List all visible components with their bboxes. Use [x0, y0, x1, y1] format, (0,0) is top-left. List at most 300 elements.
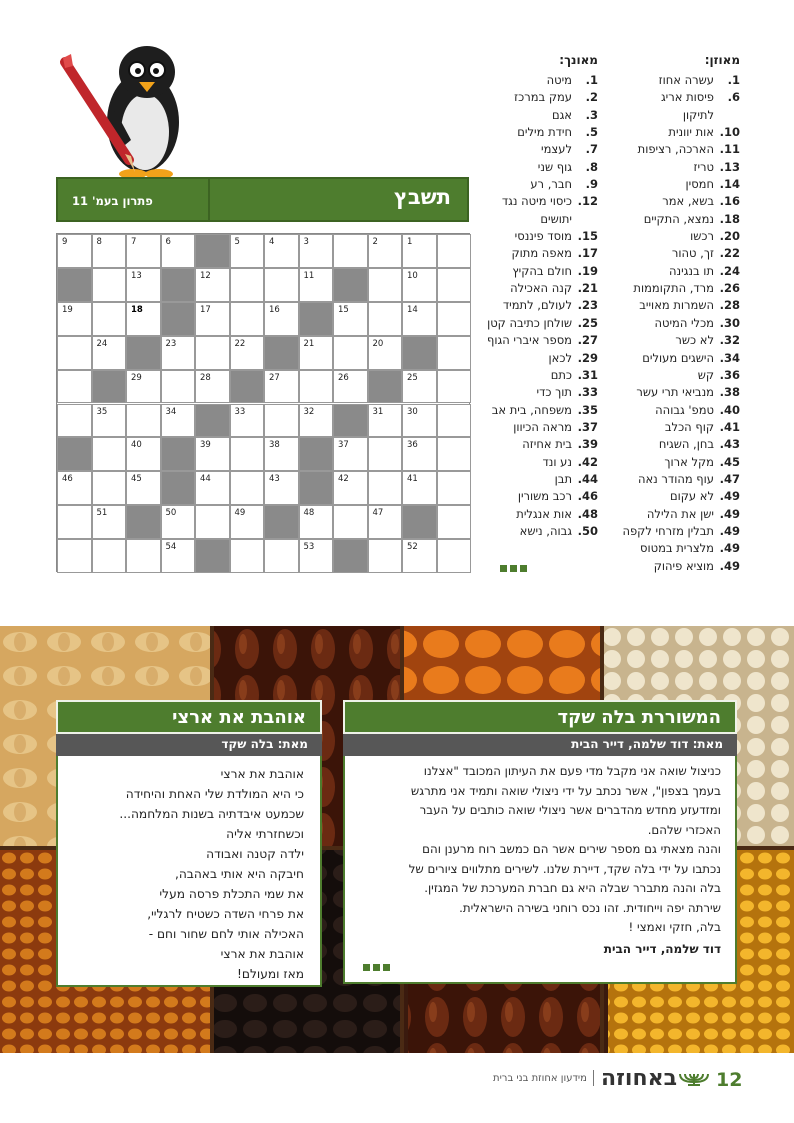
grid-cell[interactable]: [368, 336, 403, 370]
clue-text: השמרות מאוייב: [639, 298, 714, 313]
grid-cell[interactable]: [368, 268, 403, 302]
clue-number: 16.: [719, 194, 740, 209]
clue-text: תו בנגינה: [668, 263, 714, 278]
grid-cell[interactable]: [299, 539, 334, 573]
grid-cell[interactable]: [333, 437, 368, 471]
cell-number: 4: [269, 237, 275, 247]
clue-text: לא כשר: [675, 333, 714, 348]
clue-text: אגם: [551, 107, 572, 122]
across-clue: [600, 72, 740, 89]
grid-cell[interactable]: [402, 471, 437, 505]
grid-cell[interactable]: [126, 539, 161, 573]
clue-text: מראה הכיוון: [513, 419, 572, 434]
article-line: בלה והנה מתברר שבלה היא גם חברת המערכת של המגזין.: [424, 881, 721, 895]
grid-cell-black: [264, 505, 299, 539]
across-clue: [600, 280, 740, 297]
across-clue: [600, 107, 740, 124]
cell-number: 29: [131, 372, 142, 383]
grid-cell[interactable]: [437, 302, 472, 336]
grid-cell-black: [368, 370, 403, 404]
grid-cell[interactable]: [368, 302, 403, 336]
across-clue: [600, 488, 740, 505]
grid-cell[interactable]: [230, 302, 265, 336]
clue-number: 42.: [577, 454, 598, 469]
article-box: [343, 700, 737, 984]
grid-cell[interactable]: [195, 336, 230, 370]
grid-cell-black: [195, 539, 230, 573]
clue-text: טריז: [693, 159, 714, 174]
cell-number: 40: [131, 440, 142, 451]
grid-cell[interactable]: [57, 505, 92, 539]
grid-cell[interactable]: [264, 437, 299, 471]
grid-cell-black: [299, 437, 334, 471]
cell-number: 38: [269, 440, 280, 451]
clue-number: 39.: [577, 437, 598, 452]
down-clue: [474, 263, 598, 280]
grid-cell[interactable]: [333, 471, 368, 505]
cell-number: 53: [303, 542, 315, 553]
clue-number: 30.: [719, 315, 740, 330]
cell-number: 36: [407, 440, 418, 451]
grid-cell[interactable]: [368, 404, 403, 438]
across-clue: [600, 367, 740, 384]
cell-number: 9: [62, 237, 68, 247]
clue-number: 6.: [727, 90, 740, 105]
grid-cell-black: [195, 234, 230, 268]
cell-number: 18: [131, 304, 143, 315]
clue-number: 45.: [719, 454, 740, 469]
grid-cell[interactable]: [92, 336, 127, 370]
cell-number: 20: [372, 338, 384, 349]
grid-cell-black: [57, 437, 92, 471]
grid-cell[interactable]: [437, 336, 472, 370]
grid-cell[interactable]: [368, 437, 403, 471]
down-clue: [474, 107, 598, 124]
clue-text: רכשו: [690, 229, 714, 244]
cell-number: 42: [338, 474, 349, 485]
cell-number: 54: [165, 542, 177, 553]
cell-number: 26: [338, 372, 349, 383]
grid-cell[interactable]: [299, 370, 334, 404]
grid-cell[interactable]: [126, 234, 161, 268]
down-clue: [474, 280, 598, 297]
clue-text: קש: [697, 367, 714, 382]
solution-note: פתרון בעמ' 11: [72, 194, 153, 208]
clue-text: בשא, אמר: [662, 194, 714, 209]
cell-number: 22: [234, 338, 246, 349]
grid-cell[interactable]: [437, 370, 472, 404]
grid-cell[interactable]: [437, 268, 472, 302]
grid-cell[interactable]: [230, 437, 265, 471]
across-clue: [600, 228, 740, 245]
grid-cell[interactable]: [126, 404, 161, 438]
poem-title-bar: [56, 700, 322, 734]
clue-number: 19.: [577, 263, 598, 278]
across-clue: [600, 297, 740, 314]
across-clue: [600, 471, 740, 488]
grid-cell[interactable]: [126, 471, 161, 505]
clue-text: אות אנגלית: [516, 506, 572, 521]
clue-text: בחן, השגיח: [658, 437, 714, 452]
grid-cell[interactable]: [299, 404, 334, 438]
grid-cell[interactable]: [333, 505, 368, 539]
grid-cell[interactable]: [437, 505, 472, 539]
clue-text: פיסות אריג: [660, 90, 714, 105]
grid-cell[interactable]: [402, 437, 437, 471]
grid-cell[interactable]: [92, 471, 127, 505]
penguin-illustration: [55, 32, 185, 182]
grid-cell[interactable]: [57, 302, 92, 336]
grid-cell[interactable]: [92, 302, 127, 336]
across-clue: [600, 193, 740, 210]
down-clue: [474, 141, 598, 158]
grid-cell[interactable]: [264, 471, 299, 505]
down-clue: [474, 419, 598, 436]
grid-cell[interactable]: [402, 234, 437, 268]
cell-number: 33: [234, 406, 246, 417]
grid-cell[interactable]: [161, 539, 196, 573]
down-heading: מאונך:: [559, 53, 598, 67]
clue-text: זך, טהור: [671, 246, 714, 261]
grid-cell-black: [126, 505, 161, 539]
clue-text: מיטה: [546, 73, 572, 87]
grid-cell-black: [299, 302, 334, 336]
across-clue-list: [600, 72, 740, 575]
grid-cell[interactable]: [57, 370, 92, 404]
grid-cell[interactable]: [92, 234, 127, 268]
down-clue: [474, 384, 598, 401]
grid-cell[interactable]: [195, 437, 230, 471]
across-heading: מאוזן:: [704, 53, 740, 67]
clue-number: 44.: [577, 471, 598, 486]
cell-number: 52: [407, 542, 418, 553]
grid-cell[interactable]: [402, 268, 437, 302]
down-clue: [474, 72, 598, 89]
article-byline: מאת: דוד שלמה, דייר הבית: [571, 737, 723, 751]
poem-body: [56, 756, 322, 987]
clue-number: 43.: [719, 437, 740, 452]
clue-number: 25.: [577, 315, 598, 330]
poem-byline: מאת: בלה שקד: [221, 737, 308, 751]
clue-number: 13.: [719, 159, 740, 174]
clue-number: 12.: [577, 194, 598, 209]
grid-cell[interactable]: [195, 471, 230, 505]
poem-lines: [119, 764, 304, 984]
cell-number: 5: [234, 237, 240, 247]
grid-cell-black: [333, 268, 368, 302]
grid-cell[interactable]: [368, 539, 403, 573]
grid-cell[interactable]: [195, 370, 230, 404]
cell-number: 45: [131, 474, 142, 485]
clue-number: 1.: [727, 73, 740, 87]
grid-cell[interactable]: [92, 505, 127, 539]
grid-cell[interactable]: [92, 437, 127, 471]
grid-cell[interactable]: [333, 234, 368, 268]
grid-cell[interactable]: [264, 404, 299, 438]
down-clue: [474, 89, 598, 106]
grid-cell[interactable]: [299, 268, 334, 302]
clue-number: 26.: [719, 281, 740, 296]
clue-text: גוף שני: [537, 159, 572, 174]
grid-cell[interactable]: [437, 404, 472, 438]
grid-cell[interactable]: [57, 404, 92, 438]
down-clue: [474, 523, 598, 540]
grid-cell[interactable]: [333, 302, 368, 336]
clue-number: 17.: [577, 246, 598, 261]
clue-number: 2.: [585, 90, 598, 105]
grid-cell[interactable]: [437, 234, 472, 268]
grid-cell[interactable]: [264, 539, 299, 573]
grid-cell-black: [264, 336, 299, 370]
clue-text: חבר, רע: [530, 177, 572, 192]
grid-cell[interactable]: [437, 437, 472, 471]
article-signature: דוד שלמה, דייר הבית: [603, 942, 721, 956]
clue-text: משפחה, בית אב: [491, 402, 572, 417]
article-body: [343, 756, 737, 984]
grid-cell[interactable]: [230, 336, 265, 370]
cell-number: 7: [131, 237, 137, 247]
cell-number: 50: [165, 508, 177, 519]
grid-cell[interactable]: [126, 302, 161, 336]
grid-cell[interactable]: [230, 505, 265, 539]
grid-cell-black: [195, 404, 230, 438]
down-clue: [474, 211, 598, 228]
grid-cell[interactable]: [230, 404, 265, 438]
poem-line: שכמעט איבדתיה בשנות המלחמה...: [119, 807, 304, 821]
cell-number: 13: [131, 270, 142, 281]
article-byline-bar: [343, 734, 737, 756]
grid-cell[interactable]: [368, 471, 403, 505]
grid-cell[interactable]: [402, 370, 437, 404]
article-line: ומזדעזע מחדש מהדברים אשר ניצולי שואה כותבים על העבר: [419, 803, 721, 817]
clue-number: 41.: [719, 419, 740, 434]
clue-text: תבלין מזרחי לקפה: [622, 523, 714, 538]
poem-box: [56, 700, 322, 987]
clue-number: 36.: [719, 367, 740, 382]
clue-number: 50.: [577, 523, 598, 538]
cell-number: 25: [407, 372, 418, 383]
article-line: האכזרי שלהם.: [647, 822, 721, 837]
across-clue: [600, 141, 740, 158]
clue-number: 31.: [577, 367, 598, 382]
clue-number: 38.: [719, 385, 740, 400]
cell-number: 39: [200, 440, 211, 451]
grid-cell[interactable]: [299, 505, 334, 539]
grid-cell[interactable]: [264, 370, 299, 404]
grid-cell[interactable]: [161, 234, 196, 268]
grid-cell[interactable]: [333, 370, 368, 404]
clue-number: 47.: [719, 471, 740, 486]
page-number: 12: [716, 1069, 743, 1091]
grid-cell[interactable]: [264, 234, 299, 268]
clue-number: 48.: [577, 506, 598, 521]
across-clue: [600, 124, 740, 141]
grid-cell[interactable]: [264, 268, 299, 302]
grid-cell[interactable]: [161, 404, 196, 438]
cell-number: 3: [303, 237, 309, 247]
clue-text: עמק במרכז: [514, 90, 572, 105]
grid-cell[interactable]: [57, 336, 92, 370]
cell-number: 47: [372, 508, 384, 519]
article-line: נכתבו על ידי בלה שקד, דיירת שלנו. לשירים מתלווים ציורים של: [408, 861, 721, 876]
down-clue: [474, 436, 598, 453]
down-clue: [474, 332, 598, 349]
cell-number: 28: [200, 372, 211, 383]
clue-number: 10.: [719, 125, 740, 140]
cell-number: 19: [62, 304, 73, 315]
article-line: בעמך בצפון", אשר נכתב על ידי ניצולי שואה ותמיד אני מתרגש: [410, 783, 721, 798]
grid-cell[interactable]: [368, 505, 403, 539]
cell-number: 31: [372, 406, 384, 417]
clue-text: קוף הכלב: [664, 419, 714, 434]
grid-cell[interactable]: [92, 268, 127, 302]
cell-number: 10: [407, 270, 418, 281]
clue-number: 49.: [719, 506, 740, 521]
grid-cell[interactable]: [195, 505, 230, 539]
cell-number: 23: [165, 338, 177, 349]
article-line: כניצול שואה אני מקבל מדי פעם את העיתון המכובד "אצלנו: [423, 764, 721, 778]
poem-line: אוהבת את ארצי: [220, 947, 304, 961]
grid-cell[interactable]: [92, 539, 127, 573]
across-clue: [600, 245, 740, 262]
across-clue: [600, 332, 740, 349]
grid-cell[interactable]: [368, 234, 403, 268]
grid-cell[interactable]: [230, 471, 265, 505]
grid-cell[interactable]: [230, 539, 265, 573]
poem-line: וכשחזרתי אליה: [226, 827, 304, 841]
poem-line: את שמי התכלת פרסה מעלי: [159, 887, 304, 901]
clue-number: 49.: [719, 523, 740, 538]
grid-cell[interactable]: [126, 437, 161, 471]
clue-text: שולחן כתיבה קטן: [487, 315, 572, 330]
article-line: שירתה יפה וייחודית. זהו נכס רוחני בשירה הישראלית.: [459, 900, 721, 915]
cell-number: 51: [96, 508, 108, 519]
clue-text: מאפה מתוק: [511, 246, 572, 261]
across-clue: [600, 419, 740, 436]
crossword-header: [56, 177, 469, 222]
clue-text: חולם בהקיץ: [512, 263, 572, 278]
grid-cell[interactable]: [161, 505, 196, 539]
across-clues: [600, 52, 740, 575]
cell-number: 37: [338, 440, 349, 451]
grid-cell[interactable]: [161, 336, 196, 370]
grid-cell[interactable]: [57, 471, 92, 505]
grid-cell-black: [161, 437, 196, 471]
grid-cell[interactable]: [195, 268, 230, 302]
clue-number: 8.: [585, 159, 598, 174]
across-clue: [600, 315, 740, 332]
clue-text: מכלי המיטה: [654, 315, 714, 330]
grid-cell[interactable]: [230, 268, 265, 302]
grid-cell[interactable]: [126, 268, 161, 302]
grid-cell[interactable]: [437, 471, 472, 505]
article-title: המשוררת בלה שקד: [557, 707, 721, 728]
grid-cell[interactable]: [195, 302, 230, 336]
clue-text: לתיקון: [682, 107, 714, 122]
grid-cell[interactable]: [402, 302, 437, 336]
grid-cell[interactable]: [264, 302, 299, 336]
cell-number: 15: [338, 304, 349, 315]
across-clue: [600, 506, 740, 523]
across-clue: [600, 384, 740, 401]
cell-number: 44: [200, 474, 211, 485]
cell-number: 14: [407, 304, 418, 315]
down-clue: [474, 488, 598, 505]
grid-cell[interactable]: [92, 404, 127, 438]
cell-number: 43: [269, 474, 280, 485]
clue-number: 35.: [577, 402, 598, 417]
clue-number: 11.: [719, 142, 740, 157]
grid-cell[interactable]: [333, 336, 368, 370]
footer-tagline: מידעון אחוזת בני ברית: [493, 1073, 587, 1084]
clue-text: לכאן: [548, 350, 572, 365]
footer-separator: [593, 1070, 594, 1086]
poem-line: האכילה אותי לחם שחור וחם -: [148, 927, 304, 941]
grid-cell[interactable]: [299, 336, 334, 370]
cell-number: 27: [269, 372, 280, 383]
across-clue: [600, 176, 740, 193]
poem-title: אוהבת את ארצי: [172, 707, 306, 728]
clue-number: 21.: [577, 281, 598, 296]
clue-number: 5.: [585, 125, 598, 140]
cell-number: 30: [407, 406, 418, 417]
menorah-icon: [678, 1072, 710, 1086]
clue-text: ישן את הלילה: [646, 506, 714, 521]
crossword-grid: [56, 233, 470, 572]
clue-text: כתם: [550, 367, 572, 382]
grid-cell[interactable]: [161, 370, 196, 404]
clue-text: עוף מהודר נאה: [637, 471, 714, 486]
cell-number: 49: [234, 508, 246, 519]
across-clue: [600, 454, 740, 471]
clue-number: 33.: [577, 385, 598, 400]
clue-text: לעצמי: [541, 142, 572, 157]
grid-cell[interactable]: [402, 539, 437, 573]
down-clue-list: [474, 72, 598, 540]
poem-byline-bar: [56, 734, 322, 756]
grid-cell-black: [230, 370, 265, 404]
down-clue: [474, 297, 598, 314]
clue-text: מלצרית במטוס: [640, 541, 714, 556]
down-clues: [474, 52, 598, 540]
clue-number: 23.: [577, 298, 598, 313]
grid-cell[interactable]: [437, 539, 472, 573]
article-title-bar: [343, 700, 737, 734]
cell-number: 24: [96, 338, 108, 349]
clue-number: 7.: [585, 142, 598, 157]
clue-number: 37.: [577, 419, 598, 434]
grid-cell[interactable]: [57, 539, 92, 573]
article-end-marker: [363, 964, 390, 971]
article-line: בלה, חזקי ואמצי !: [628, 920, 721, 934]
grid-cell[interactable]: [402, 404, 437, 438]
grid-cell[interactable]: [126, 370, 161, 404]
down-clue: [474, 228, 598, 245]
poem-line: חיבקה היא אותי באהבה,: [174, 867, 304, 881]
grid-cell[interactable]: [299, 234, 334, 268]
cell-number: 34: [165, 406, 177, 417]
grid-cell-black: [299, 471, 334, 505]
grid-cell[interactable]: [57, 234, 92, 268]
clue-number: 49.: [719, 558, 740, 573]
grid-cell-black: [333, 404, 368, 438]
down-clue: [474, 176, 598, 193]
down-clue: [474, 124, 598, 141]
cell-number: 35: [96, 406, 108, 417]
down-clue: [474, 193, 598, 210]
grid-cell[interactable]: [230, 234, 265, 268]
grid-cell-black: [161, 268, 196, 302]
